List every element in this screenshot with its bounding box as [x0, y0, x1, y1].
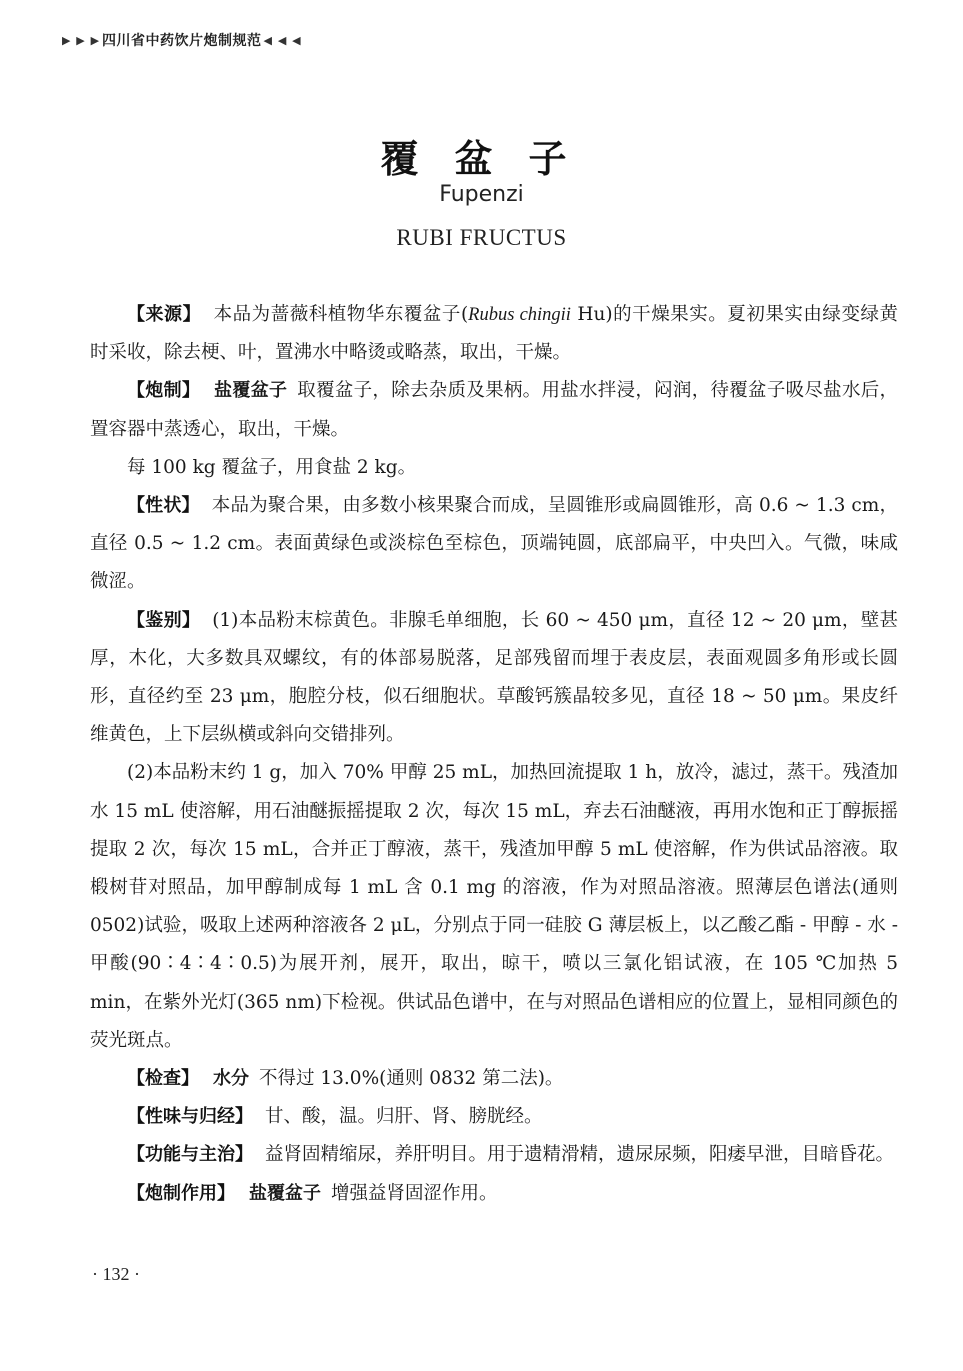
entry-title-chinese: 覆盆子 [380, 136, 603, 181]
processing-subhead: 盐覆盆子 [214, 380, 288, 402]
source-latin-name: Rubus chingii [468, 305, 571, 325]
effect-subhead: 盐覆盆子 [249, 1182, 321, 1204]
function-heading: 【功能与主治】 [127, 1144, 253, 1166]
processing-heading: 【炮制】 [127, 380, 201, 402]
source-text-2: )的干燥果实。夏初果实由绿变绿黄时采收，除去梗、叶，置沸水中略烫或略蒸，取出，干燥。 [90, 304, 898, 364]
inspection-heading: 【检查】 [127, 1068, 199, 1090]
description-heading: 【性状】 [127, 495, 200, 517]
description-text: 本品为聚合果，由多数小核果聚合而成，呈圆锥形或扁圆锥形，高 0.6 ~ 1.3 cm，直径 0.5 ~ 1.2 cm。表面黄绿色或淡棕色至棕色，顶端钝圆，底部扁平，中央凹入。气微，味咸微涩。 [90, 495, 898, 593]
function-text: 益肾固精缩尿，养肝明目。用于遗精滑精，遗尿尿频，阳痿早泄，目暗昏花。 [265, 1144, 895, 1166]
nature-heading: 【性味与归经】 [127, 1106, 253, 1128]
entry-title-pinyin: Fupenzi [439, 182, 524, 207]
section-source [90, 296, 898, 372]
identification-text-1: (1)本品粉末棕黄色。非腺毛单细胞，长 60 ~ 450 μm，直径 12 ~ 20 μm，壁甚厚，木化，大多数具双螺纹，有的体部易脱落，足部残留而埋于表皮层，表面观圆多角形或长圆形，直径约至 23 μm，胞腔分枝，似石细胞状。草酸钙簇晶较多见，直径 18 ~ 50 μm。果皮纤维黄色，上下层纵横或斜向交错排列。 [90, 609, 898, 746]
source-heading: 【来源】 [127, 304, 202, 325]
page-number: · 132 · [92, 1264, 140, 1284]
inspection-text: 不得过 13.0%(通则 0832 第二法)。 [259, 1068, 564, 1090]
source-text-1: 本品为蔷薇科植物华东覆盆子( [213, 304, 469, 325]
processing-ratio: 每 100 kg 覆盆子，用食盐 2 kg。 [127, 456, 417, 478]
entry-body [90, 296, 898, 1213]
section-processing [90, 372, 898, 448]
section-nature [90, 1098, 898, 1136]
source-author: Hu [570, 304, 606, 325]
section-inspection [90, 1060, 898, 1098]
header-arrows-left-icon: ▶ ▶ ▶ [62, 33, 101, 47]
identification-text-2: (2)本品粉末约 1 g，加入 70% 甲醇 25 mL，加热回流提取 1 h，放冷，滤过，蒸干。残渣加水 15 mL 使溶解，用石油醚振摇提取 2 次，每次 15 mL，弃去石油醚液，再用水饱和正丁醇振摇提取 2 次，每次 15 mL，合并正丁醇液，蒸干，残渣加甲醇 5 mL 使溶解，作为供试品溶液。取椴树苷对照品，加甲醇制成每 1 mL 含 0.1 mg 的溶液，作为对照品溶液。照薄层色谱法(通则 0502)试验，吸取上述两种溶液各 2 μL，分别点于同一硅胶 G 薄层板上，以乙酸乙酯 - 甲醇 - 水 - 甲酸(90∶4∶4∶0.5)为展开剂，展开，取出，晾干，喷以三氯化铝试液，在 105 ℃加热 5 min，在紫外光灯(365 nm)下检视。供试品色谱中，在与对照品色谱相应的位置上，显相同颜色的荧光斑点。 [90, 762, 898, 1051]
section-identification [90, 602, 898, 755]
running-header [62, 30, 302, 50]
entry-title-latin: RUBI FRUCTUS [396, 225, 567, 250]
section-function [90, 1136, 898, 1174]
identification-heading: 【鉴别】 [127, 609, 201, 631]
effect-text: 增强益肾固涩作用。 [331, 1182, 498, 1204]
inspection-subhead: 水分 [213, 1068, 249, 1090]
header-title: 四川省中药饮片炮制规范 [102, 33, 262, 49]
effect-heading: 【炮制作用】 [127, 1182, 235, 1204]
nature-text: 甘、酸，温。归肝、肾、膀胱经。 [265, 1106, 543, 1128]
processing-text: 取覆盆子，除去杂质及果柄。用盐水拌浸，闷润，待覆盆子吸尽盐水后，置容器中蒸透心，取出，干燥。 [90, 380, 899, 440]
section-effect [90, 1175, 898, 1213]
section-description [90, 487, 898, 602]
header-arrows-right-icon: ◀ ◀ ◀ [263, 33, 302, 47]
